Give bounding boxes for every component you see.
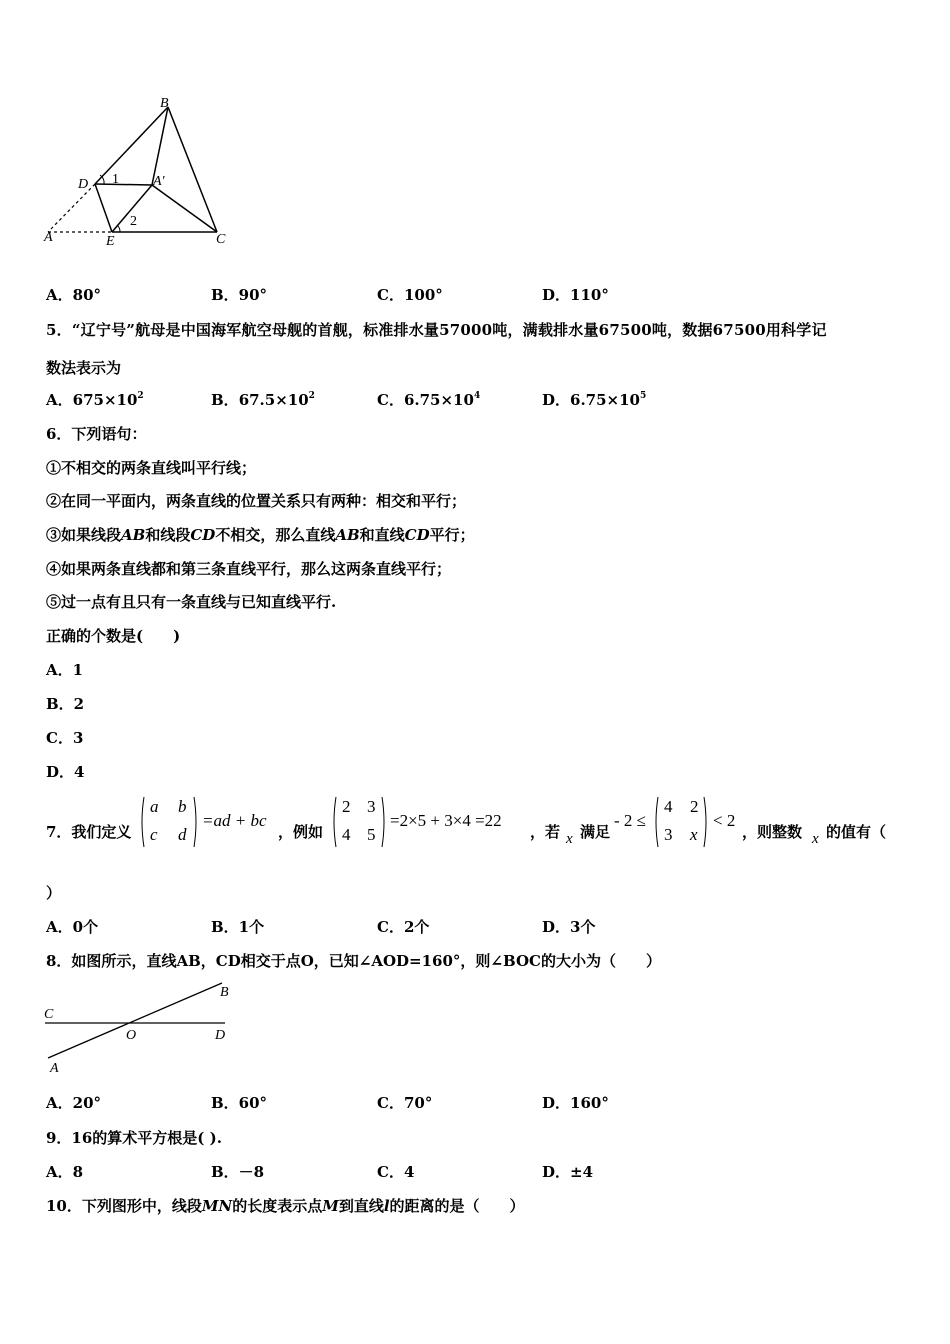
label-a: A [50, 1061, 59, 1076]
q7-prefix: 7．我们定义 [46, 823, 132, 841]
label-angle-2: 2 [130, 214, 137, 229]
label-b: B [160, 96, 169, 111]
intersecting-lines-figure [40, 978, 240, 1076]
q7-tail: 的值有（ [826, 823, 887, 841]
q6-option-b: B．2 [46, 695, 85, 713]
q4-option-a: A．80° [46, 286, 102, 304]
q6-statement-3: ③如果线段AB和线段CD不相交，那么直线AB和直线CD平行； [46, 526, 475, 544]
q6-statement-1: ①不相交的两条直线叫平行线； [46, 459, 257, 477]
q7-ineq-right: < 2 [713, 811, 736, 830]
q7-m1-b: b [178, 797, 187, 816]
line-ab [48, 983, 222, 1058]
segment-bd [95, 107, 168, 184]
q7-m3-r2c1: 3 [664, 825, 673, 844]
label-d: D [215, 1028, 226, 1043]
q5-option-d: D．$6.75\times 10^5$ [542, 391, 647, 409]
q5-option-c: C．$6.75\times 10^4$ [377, 391, 481, 409]
q6-statement-5: ⑤过一点有且只有一条直线与已知直线平行. [46, 593, 337, 611]
label-a: A [44, 230, 53, 245]
q7-option-a: A．0个 [46, 918, 99, 936]
q7-option-d: D．3个 [542, 918, 596, 936]
q6-option-c: C．3 [46, 729, 84, 747]
label-c: C [44, 1007, 54, 1022]
q5-stem-line2: 数法表示为 [46, 359, 122, 377]
q8-option-a: A．20° [46, 1094, 102, 1112]
q7-m2-r1c1: 2 [342, 797, 351, 816]
q8-option-b: B．60° [211, 1094, 268, 1112]
label-o: O [126, 1028, 137, 1043]
q7-ineq-left: - 2 ≤ [614, 811, 646, 830]
q7-mid4: ，则整数 [742, 823, 803, 841]
q6-statement-4: ④如果两条直线都和第三条直线平行，那么这两条直线平行； [46, 560, 452, 578]
q4-option-d: D．110° [542, 286, 609, 304]
label-angle-1: 1 [112, 172, 119, 187]
label-e: E [106, 234, 115, 249]
q7-m2-r1c2: 3 [367, 797, 376, 816]
q7-eq1: =ad + bc [202, 811, 267, 830]
q8-option-c: C．70° [377, 1094, 433, 1112]
q7-m1-c: c [150, 825, 158, 844]
q7-matrix-2-bars [330, 795, 388, 849]
q7-m3-r1c2: 2 [690, 797, 699, 816]
q7-var-x2: x [812, 831, 819, 847]
q5-option-a: A．$675\times 10^2$ [46, 391, 144, 409]
q8-stem: 8．如图所示，直线AB，CD相交于点O，已知∠AOD=160°，则∠BOC的大小为（ ） [46, 952, 661, 970]
q7-m2-r2c2: 5 [367, 825, 376, 844]
q9-option-d: D．±4 [542, 1163, 594, 1181]
q7-m2-r2c1: 4 [342, 825, 351, 844]
q7-matrix-1-bars [138, 795, 200, 849]
segment-da-prime [95, 184, 152, 185]
label-b: B [220, 985, 229, 1000]
q7-eq2: =2×5 + 3×4 =22 [390, 811, 502, 830]
q9-option-b: B．－8 [211, 1163, 265, 1181]
q5-option-b: B．$67.5\times 10^2$ [211, 391, 315, 409]
label-a-prime: A′ [153, 174, 165, 189]
segment-bc [168, 107, 217, 232]
q6-question: 正确的个数是( ) [46, 627, 181, 645]
q7-option-b: B．1个 [211, 918, 265, 936]
q6-stem: 6．下列语句： [46, 425, 147, 443]
q6-option-a: A．1 [46, 661, 84, 679]
label-d: D [78, 177, 89, 192]
q7-matrix-3-bars [652, 795, 710, 849]
q7-mid3: 满足 [580, 823, 611, 841]
q7-m1-a: a [150, 797, 159, 816]
q5-stem-line1: 5．“辽宁号”航母是中国海军航空母舰的首舰，标准排水量57000吨，满载排水量67500吨，数据67500用科学记 [46, 321, 827, 339]
q7-m3-r2c2: x [690, 825, 698, 844]
q6-statement-2: ②在同一平面内，两条直线的位置关系只有两种：相交和平行； [46, 492, 467, 510]
q7-var-x: x [566, 831, 573, 847]
q7-m1-d: d [178, 825, 187, 844]
segment-de [95, 184, 112, 232]
q7-close-paren: ） [46, 884, 62, 902]
triangle-figure [40, 95, 240, 255]
q4-option-b: B．90° [211, 286, 268, 304]
q7-option-c: C．2个 [377, 918, 430, 936]
q6-option-d: D．4 [46, 763, 85, 781]
label-c: C [216, 232, 226, 247]
q4-option-c: C．100° [377, 286, 443, 304]
q7-m3-r1c1: 4 [664, 797, 673, 816]
q8-option-d: D．160° [542, 1094, 609, 1112]
q9-option-a: A．8 [46, 1163, 84, 1181]
q9-option-c: C．4 [377, 1163, 415, 1181]
q9-stem: 9．16的算术平方根是( ). [46, 1129, 222, 1147]
q7-mid2: ，若 [530, 823, 561, 841]
q7-mid1: ，例如 [278, 823, 324, 841]
q10-stem: 10．下列图形中，线段MN的长度表示点M到直线l的距离的是（ ） [46, 1197, 525, 1215]
